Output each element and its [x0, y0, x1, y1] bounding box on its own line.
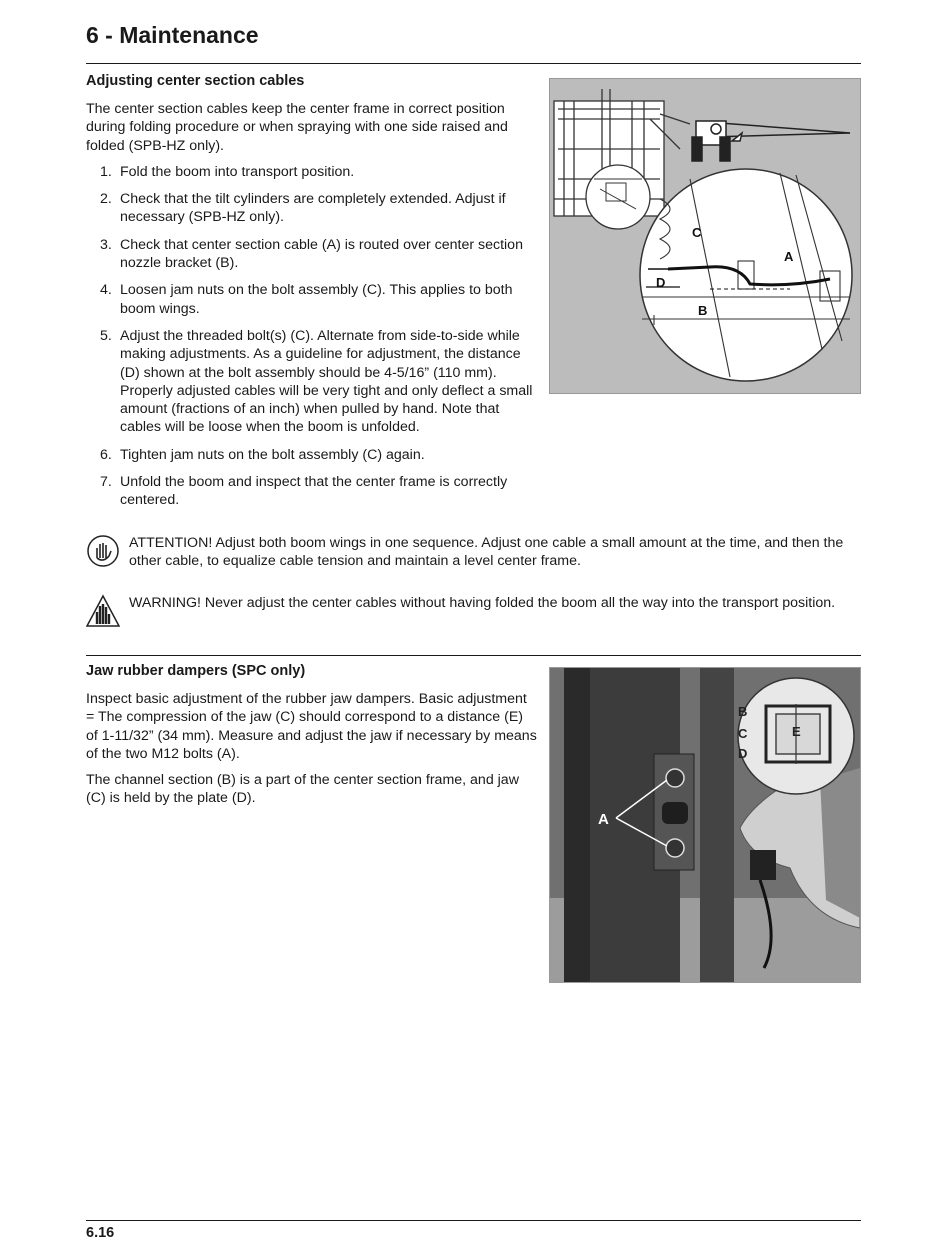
step-number: 6.: [100, 446, 112, 463]
section-divider: [86, 655, 861, 656]
step-text: Check that center section cable (A) is routed over center section nozzle bracket (B).: [120, 236, 523, 272]
section1-intro: The center section cables keep the center frame in correct position during folding procedure or when spraying with one side raised and folded (SPB-HZ only).: [86, 101, 508, 154]
warning-hand-icon: [86, 594, 120, 628]
cable-adjustment-figure: [549, 78, 861, 394]
jaw-damper-photo: [549, 667, 861, 983]
attention-hand-icon: [86, 534, 120, 568]
photo-label-a: A: [598, 811, 609, 828]
section-heading-jaw-dampers: Jaw rubber dampers (SPC only): [86, 663, 306, 679]
section2-body: [86, 690, 538, 816]
section-heading-center-cables: Adjusting center section cables: [86, 73, 305, 89]
list-item: [86, 236, 538, 273]
step-number: 3.: [100, 236, 112, 253]
step-text: Tighten jam nuts on the bolt assembly (C) again.: [120, 446, 425, 463]
step-number: 2.: [100, 191, 112, 208]
section2-para2: The channel section (B) is a part of the center section frame, and jaw (C) is held by the plate (D).: [86, 772, 519, 807]
page-number: 6.16: [86, 1225, 115, 1241]
attention-notice: [86, 534, 861, 571]
label-a: A: [784, 249, 794, 264]
step-number: 5.: [100, 327, 112, 344]
section1-body: [86, 100, 538, 519]
list-item: [86, 190, 538, 227]
step-text: Loosen jam nuts on the bolt assembly (C). This applies to both boom wings.: [120, 282, 513, 317]
warning-text: WARNING! Never adjust the center cables without having folded the boom all the way into the transport position.: [129, 595, 836, 611]
page-title: 6 - Maintenance: [86, 22, 259, 48]
inset-label-b: B: [738, 704, 748, 719]
step-text: Fold the boom into transport position.: [120, 163, 355, 180]
steps-list: [86, 163, 538, 510]
inset-label-c: C: [738, 726, 748, 741]
header-rule: [86, 63, 861, 64]
cable-diagram: [550, 79, 860, 393]
list-item: [86, 163, 538, 181]
list-item: [86, 327, 538, 437]
section2-para1: Inspect basic adjustment of the rubber jaw dampers. Basic adjustment = The compression of the jaw (C) should correspond to a distance (E) of 1-11/32” (34 mm). Measure and adjust the jaw if necessary by means of the two M12 bolts (A).: [86, 691, 537, 762]
jaw-damper-drawing: [550, 668, 860, 982]
step-text: Check that the tilt cylinders are completely extended. Adjust if necessary (SPB-HZ only).: [120, 191, 506, 226]
step-text: Adjust the threaded bolt(s) (C). Alternate from side-to-side while making adjustments. As a guideline for adjustment, the distance (D) shown at the bolt assembly should be 4-5/16” (110 mm). Properly adjusted cables will be very tight and only deflect a small amount (fractions of an inch) when pulled by hand. Note that cables will be loose when the boom is unfolded.: [120, 327, 533, 436]
step-number: 7.: [100, 474, 112, 491]
step-text: Unfold the boom and inspect that the center frame is correctly centered.: [120, 474, 508, 509]
step-number: 4.: [100, 282, 112, 299]
inset-label-d: D: [738, 746, 748, 761]
footer-rule: [86, 1220, 861, 1221]
inset-label-e: E: [792, 724, 801, 739]
attention-text: ATTENTION! Adjust both boom wings in one sequence. Adjust one cable a small amount at the time, and then the other cable, to equalize cable tension and maintain a level center frame.: [129, 535, 844, 570]
list-item: [86, 281, 538, 318]
step-number: 1.: [100, 163, 112, 180]
label-b: B: [698, 303, 708, 318]
list-item: [86, 473, 538, 510]
warning-notice: [86, 594, 861, 612]
list-item: [86, 446, 538, 464]
label-c: C: [692, 225, 702, 240]
label-d: D: [656, 275, 666, 290]
